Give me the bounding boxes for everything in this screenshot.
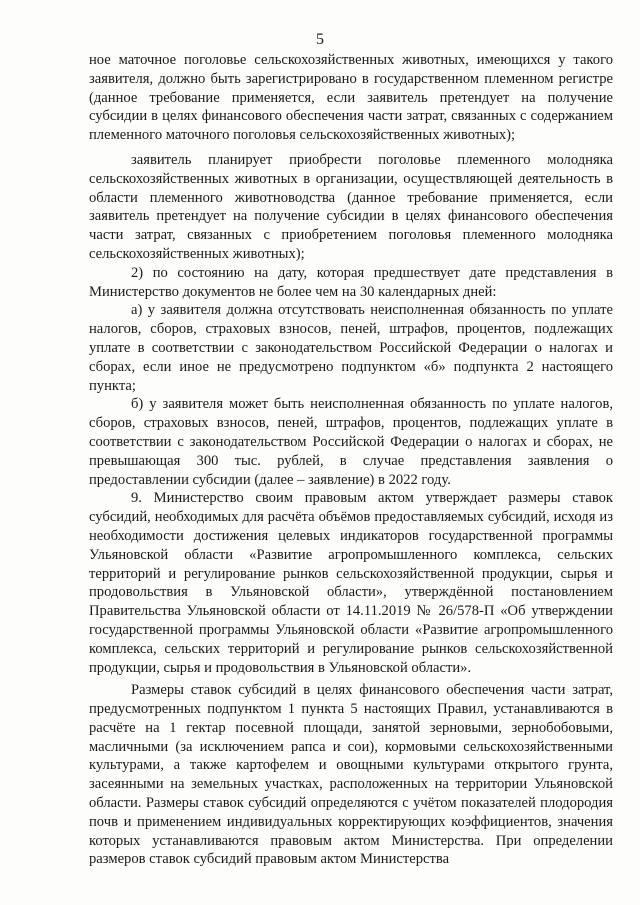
- paragraph-livestock-registry: ное маточное поголовье сельскохозяйственных животных, имеющихся у такого заявителя, должно быть зарегистрировано в государственном племенном регистре (данное требование применяется, если заявитель претендует на получение субсидии в целях финансового обеспечения части затрат, связанных с содержанием племенного маточного поголовья сельскохозяйственных животных);: [89, 52, 613, 144]
- paragraph-item-2: 2) по состоянию на дату, которая предшествует дате представления в Министерство документов не более чем на 30 календарных дней:: [89, 264, 613, 300]
- paragraph-subsidy-rates: Размеры ставок субсидий в целях финансового обеспечения части затрат, предусмотренных подпунктом 1 пункта 5 настоящих Правил, устанавливаются в расчёте на 1 гектар посевной площади, занятой зерновыми, зернобобовыми, масличными (за исключением рапса и сои), кормовыми сельскохозяйственными культурами, а также картофелем и овощными культурами открытого грунта, засеянными на земельных участках, расположенных на территории Ульяновской области. Размеры ставок субсидий определяются с учётом показателей плодородия почв и применением индивидуальных корректирующих коэффициентов, значения которых устанавливаются правовым актом Министерства. При определении размеров ставок субсидий правовым актом Министерства: [89, 682, 613, 868]
- document-body: [89, 51, 613, 869]
- paragraph-clause-9: 9. Министерство своим правовым актом утверждает размеры ставок субсидий, необходимых для расчёта объёмов предоставляемых субсидий, исходя из необходимости достижения целевых индикаторов государственной программы Ульяновской области «Развитие агропромышленного комплекса, сельских территорий и регулирование рынков сельскохозяйственной продукции, сырья и продовольствия в Ульяновской области», утверждённой постановлением Правительства Ульяновской области от 14.11.2019 № 26/578-П «Об утверждении государственной программы Ульяновской области «Развитие агропромышленного комплекса, сельских территорий и регулирование рынков сельскохозяйственной продукции, сырья и продовольствия в Ульяновской области».: [89, 490, 613, 676]
- paragraph-subitem-a: а) у заявителя должна отсутствовать неисполненная обязанность по уплате налогов, сборов, страховых взносов, пеней, штрафов, процентов, подлежащих уплате в соответствии с законодательством Российской Федерации о налогах и сборах, если иное не предусмотрено подпунктом «б» подпункта 2 настоящего пункта;: [89, 302, 613, 394]
- paragraph-subitem-b: б) у заявителя может быть неисполненная обязанность по уплате налогов, сборов, страховых взносов, пеней, штрафов, процентов, подлежащих уплате в соответствии с законодательством Российской Федерации о налогах и сборах, не превышающая 300 тыс. рублей, в случае представления заявления о предоставлении субсидии (далее – заявление) в 2022 году.: [89, 396, 613, 488]
- paragraph-breeding-young-stock: заявитель планирует приобрести поголовье племенного молодняка сельскохозяйственных животных в организации, осуществляющей деятельность в области племенного животноводства (данное требование применяется, если заявитель претендует на получение субсидии в целях финансового обеспечения части затрат, связанных с приобретением поголовья племенного молодняка сельскохозяйственных животных);: [89, 151, 613, 262]
- page-number: 5: [316, 31, 324, 48]
